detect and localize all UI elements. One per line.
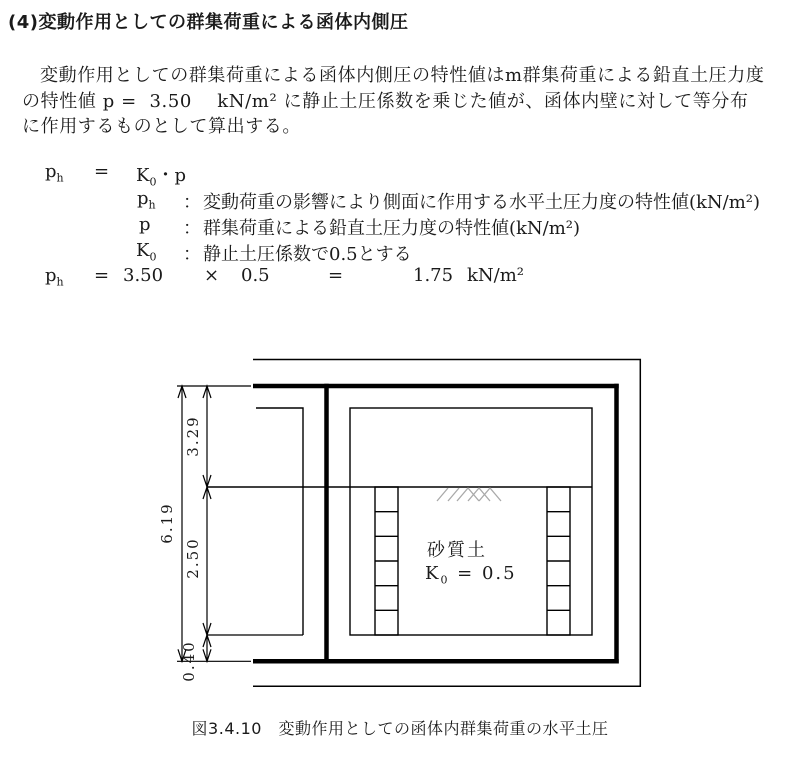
dimension-label-total: 6.19 (158, 502, 176, 544)
multiply-sign: × (204, 265, 220, 286)
equals-sign: = (94, 161, 110, 182)
equals-sign: = (328, 265, 344, 286)
symbol-subscript: 0 (440, 573, 450, 587)
right-cell-outline (350, 408, 592, 635)
symbol-rest: ・p (156, 165, 186, 186)
symbol-base: K (425, 563, 441, 584)
paragraph-line: の特性値 p = 3.50 kN/m² に静止土圧係数を乗じた値が、函体内壁に対して等分布 (22, 91, 749, 112)
symbol-base: p (137, 188, 149, 209)
left-cell-outline (256, 408, 303, 635)
term-colon: ： (183, 244, 201, 265)
term-description: 変動荷重の影響により側面に作用する水平土圧力度の特性値(kN/m²) (203, 192, 761, 213)
symbol-subscript: 0 (149, 250, 157, 264)
term-description: 群集荷重による鉛直土圧力度の特性値(kN/m²) (203, 218, 581, 239)
ground-surface-hatch-icon (437, 488, 501, 501)
term-colon: ： (183, 192, 201, 213)
dimension-label-lower: 0.40 (180, 640, 198, 682)
left-pressure-column (375, 487, 398, 635)
symbol-subscript: 0 (149, 175, 157, 189)
symbol-subscript: h (56, 275, 64, 289)
symbol-subscript: h (148, 198, 156, 212)
figure-caption: 図3.4.10 変動作用としての函体内群集荷重の水平土圧 (191, 719, 609, 738)
calc-value-2: 0.5 (241, 265, 270, 286)
dimension-label-upper: 3.29 (184, 415, 202, 457)
dimension-label-middle: 2.50 (184, 537, 202, 579)
calc-unit: kN/m² (467, 265, 525, 286)
soil-k0-label (425, 563, 517, 587)
paragraph-line: に作用するものとして算出する。 (22, 116, 301, 137)
culvert-thick-walls (253, 384, 619, 664)
symbol-subscript: h (56, 171, 64, 185)
section-heading: (4)変動作用としての群集荷重による函体内側圧 (8, 12, 409, 33)
symbol-base: p (45, 265, 57, 286)
equals-sign: = (94, 265, 110, 286)
symbol-base: p (139, 214, 151, 235)
right-pressure-column (547, 487, 570, 635)
calc-value-1: 3.50 (123, 265, 164, 286)
paragraph-line: 変動作用としての群集荷重による函体内側圧の特性値はm群集荷重による鉛直土圧力度 (40, 65, 765, 86)
symbol-base: K (136, 165, 150, 186)
symbol-base: p (45, 161, 57, 182)
symbol-base: K (136, 240, 150, 261)
calc-result: 1.75 (413, 265, 454, 286)
symbol-rest: = 0.5 (449, 563, 517, 584)
term-colon: ： (183, 218, 201, 239)
soil-type-label: 砂質土 (427, 540, 487, 561)
term-description: 静止土圧係数で0.5とする (203, 244, 412, 265)
